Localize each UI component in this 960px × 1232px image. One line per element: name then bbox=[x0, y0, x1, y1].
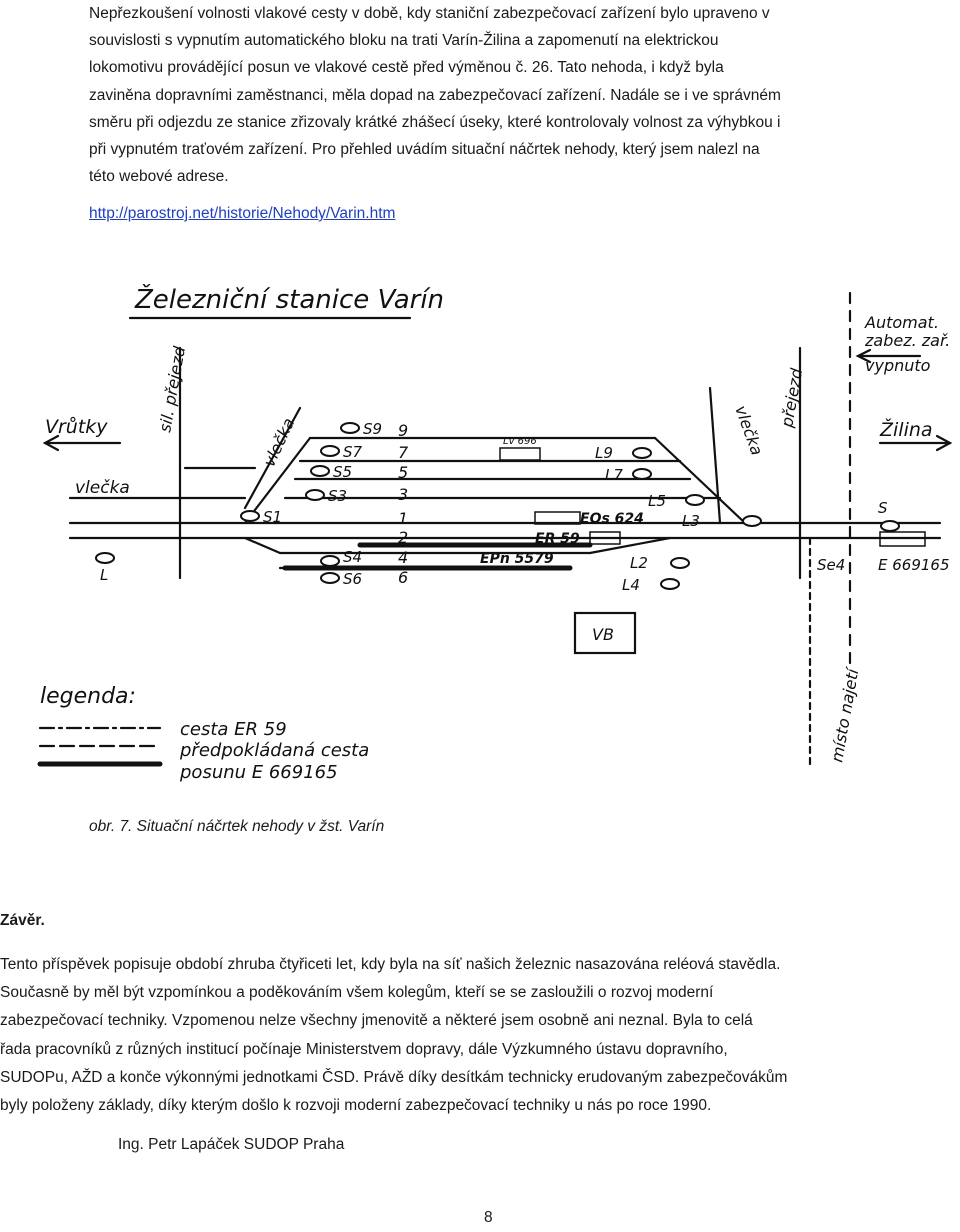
signal-l7: L7 bbox=[605, 466, 623, 484]
train-lv: Lv 696 bbox=[503, 436, 537, 447]
signal-l3: L3 bbox=[682, 512, 700, 530]
train-eos: EOs 624 bbox=[580, 511, 644, 527]
switch-right-upper bbox=[655, 438, 745, 523]
signal-l9-shape bbox=[633, 448, 651, 458]
text-line: směru při odjezdu ze stanice zřizovaly krátké zhášecí úseky, které kontrolovaly volnost za výhybkou i bbox=[89, 113, 781, 131]
intro-paragraph bbox=[89, 0, 889, 190]
legend-item-3: posunu E 669165 bbox=[180, 762, 338, 783]
text-line: lokomotivu provádějící posun ve vlakové cestě před výměnou č. 26. Tato nehoda, i když byla bbox=[89, 59, 724, 77]
track-number-6: 6 bbox=[398, 568, 409, 587]
label-vb: VB bbox=[592, 625, 614, 644]
signal-s7: S7 bbox=[343, 443, 363, 461]
legend-item-2: předpokládaná cesta bbox=[180, 740, 370, 761]
track-number-1: 1 bbox=[398, 509, 409, 528]
signal-l3-shape bbox=[743, 516, 761, 526]
track-number-2: 2 bbox=[398, 528, 409, 547]
legend-item-1: cesta ER 59 bbox=[180, 719, 287, 740]
track-number-5: 5 bbox=[398, 463, 409, 482]
page-number: 8 bbox=[484, 1209, 493, 1226]
label-crossing-left: sil. přejezd bbox=[155, 344, 190, 434]
signal-l4: L4 bbox=[622, 576, 640, 594]
signal-l9: L9 bbox=[595, 444, 613, 462]
signal-l-shape bbox=[96, 553, 114, 563]
signal-s6-shape bbox=[321, 573, 339, 583]
signal-l7-shape bbox=[633, 469, 651, 479]
label-siding-right: vlečka bbox=[731, 402, 767, 458]
switch-left-lower bbox=[245, 538, 280, 553]
figure-caption: obr. 7. Situační náčrtek nehody v žst. Varín bbox=[89, 818, 385, 835]
text-line: souvislosti s vypnutím automatického bloku na trati Varín-Žilina a zapomenutí na elektrickou bbox=[89, 32, 719, 50]
text-line: SUDOPu, AŽD a konče výkonnými jednotkami ČSD. Právě díky desítkám technicky erudovaným zabezpečovákům bbox=[0, 1068, 788, 1086]
signal-s-shape bbox=[881, 521, 899, 531]
text-line: Nepřezkoušení volnosti vlakové cesty v době, kdy staniční zabezpečovací zařízení bylo upraveno v bbox=[89, 5, 770, 22]
signal-se4: Se4 bbox=[817, 556, 846, 574]
text-line: při vypnutém traťovém zařízení. Pro přehled uvádím situační náčrtek nehody, který jsem nalezl na bbox=[89, 141, 760, 159]
label-vrutky: Vrůtky bbox=[45, 416, 108, 438]
signal-s7-shape bbox=[321, 446, 339, 456]
text-line: řada pracovníků z různých institucí počínaje Ministerstvem dopravy, dále Výzkumného ústavu dopravního, bbox=[0, 1040, 728, 1058]
conclusion-paragraph bbox=[0, 951, 945, 1120]
signal-s6: S6 bbox=[343, 570, 363, 588]
section-heading: Závěr. bbox=[0, 912, 45, 929]
switch-right-lower bbox=[590, 538, 670, 553]
label-auto-1: Automat. bbox=[865, 313, 939, 332]
track-number-3: 3 bbox=[398, 485, 409, 504]
label-siding-mid: vlečka bbox=[259, 414, 299, 470]
train-lv-shape bbox=[500, 448, 540, 460]
text-line: byly položeny základy, díky kterým došlo k rozvoji moderní zabezpečovací techniky u nás po roce 1990. bbox=[0, 1097, 712, 1115]
signal-s3-shape bbox=[306, 490, 324, 500]
text-line: zaviněna dopravními zaměstnanci, měla dopad na zabezpečovací zařízení. Nadále se i ve správném bbox=[89, 86, 781, 104]
signal-s4-shape bbox=[321, 556, 339, 566]
signal-s: S bbox=[878, 499, 888, 517]
signal-s4: S4 bbox=[343, 548, 363, 566]
train-epn: EPn 5579 bbox=[480, 551, 554, 567]
signal-s5-shape bbox=[311, 466, 329, 476]
text-line: Současně by měl být vzpomínkou a poděkováním všem kolegům, kteří se se zasloužili o rozvoj moderní bbox=[0, 984, 714, 1002]
train-er59: ER 59 bbox=[535, 531, 580, 547]
signal-s1: S1 bbox=[263, 508, 283, 526]
signal-s1-shape bbox=[241, 511, 259, 521]
label-zilina: Žilina bbox=[880, 419, 933, 441]
signal-l2-shape bbox=[671, 558, 689, 568]
label-auto-3: vypnuto bbox=[865, 356, 931, 375]
signal-l5-shape bbox=[686, 495, 704, 505]
label-impact: místo najetí bbox=[827, 667, 863, 764]
track-number-4: 4 bbox=[398, 548, 409, 567]
source-link[interactable]: http://parostroj.net/historie/Nehody/Varin.htm bbox=[89, 205, 396, 222]
signal-l: L bbox=[100, 566, 109, 584]
label-auto-2: zabez. zař. bbox=[865, 331, 951, 350]
track-number-7: 7 bbox=[398, 443, 409, 462]
sketch-title: Železniční stanice Varín bbox=[135, 285, 445, 315]
train-e: E 669165 bbox=[878, 556, 950, 574]
track-number-9: 9 bbox=[398, 421, 409, 440]
station-sketch bbox=[30, 268, 960, 793]
text-line: této webové adrese. bbox=[89, 168, 229, 186]
signal-l4-shape bbox=[661, 579, 679, 589]
signal-s9-shape bbox=[341, 423, 359, 433]
label-siding-left: vlečka bbox=[75, 478, 130, 498]
siding-right-line bbox=[710, 388, 720, 523]
signal-l2: L2 bbox=[630, 554, 648, 572]
signal-s5: S5 bbox=[333, 463, 353, 481]
legend-title: legenda: bbox=[40, 684, 136, 709]
signal-s3: S3 bbox=[328, 487, 348, 505]
signature: Ing. Petr Lapáček SUDOP Praha bbox=[118, 1136, 345, 1153]
text-line: Tento příspěvek popisuje období zhruba čtyřiceti let, kdy byla na síť našich železnic nasazována reléová stavědla. bbox=[0, 956, 781, 973]
text-line: zabezpečovací techniky. Vzpomenou nelze všechny jmenovitě a některé jsem osobně ani neznal. Byla to celá bbox=[0, 1012, 753, 1030]
signal-s9: S9 bbox=[363, 420, 383, 438]
label-crossing-right: přejezd bbox=[777, 366, 807, 429]
signal-l5: L5 bbox=[648, 492, 666, 510]
